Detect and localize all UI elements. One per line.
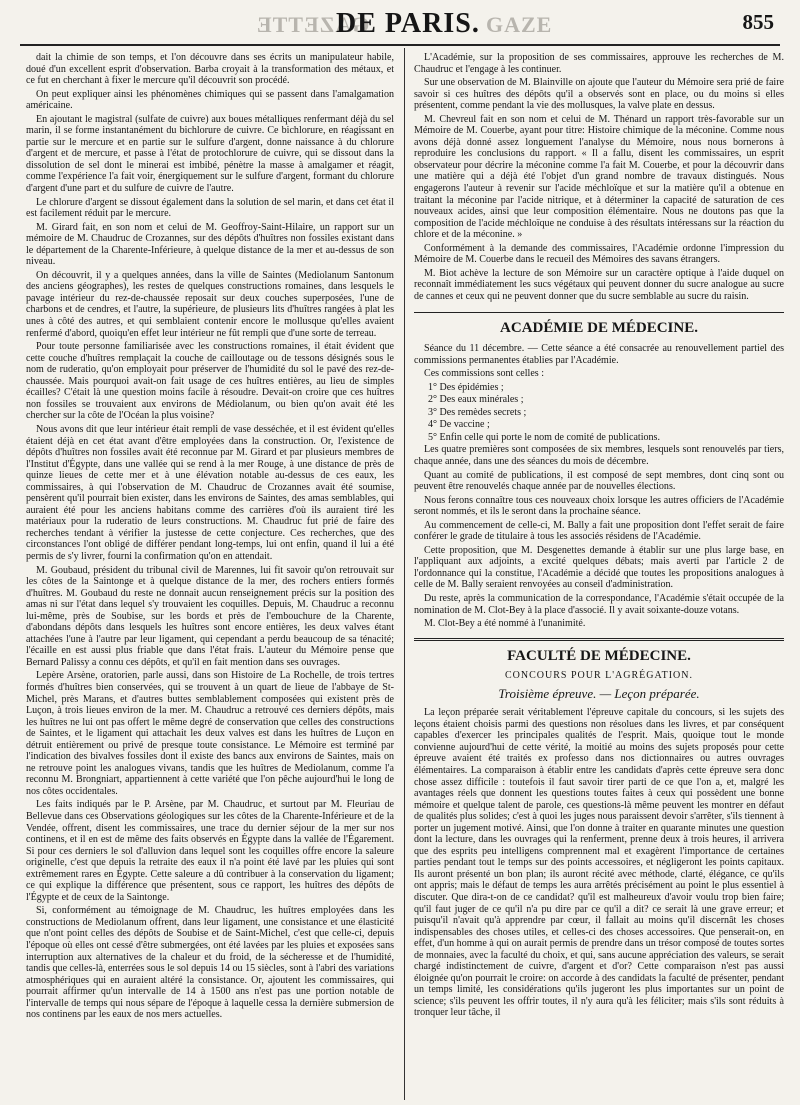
academie-paragraph: Nous ferons connaître tous ces nouveaux choix lorsque les autres officiers de l'Académie seront nommés, et ils le seront dans la prochaine séance. [414, 494, 784, 518]
page-number: 855 [742, 10, 774, 34]
academie-section-title: ACADÉMIE DE MÉDECINE. [500, 320, 698, 337]
faculte-section-title: FACULTÉ DE MÉDECINE. [507, 647, 691, 664]
column-divider [404, 48, 405, 1100]
faculte-subtitle-epreuve: Troisième épreuve. — Leçon préparée. [498, 685, 700, 701]
academie-paragraph: Quant au comité de publications, il est composé de sept membres, dont cinq sont ou peuvent être renouvelés chaque année par de nouvelles élections. [414, 469, 784, 493]
left-paragraph: M. Girard fait, en son nom et celui de M. Geoffroy-Saint-Hilaire, un rapport sur un mémoire de M. Chaudruc de Crozannes, sur des dépôts d'huîtres non fossiles existant dans le département de la Charente-Inférieure, à quelque distance de la mer et au-dessus de son niveau. [26, 221, 394, 268]
left-paragraph: Lepère Arsène, oratorien, parle aussi, dans son Histoire de La Rochelle, de trois tertres formés d'huîtres bien conservées, qui se trouvent à un quart de lieue de l'abbaye de St-Michel, près Marans, et d'autres buttes semblablement composées qui existent près de Luçon, à trois lieues environ de la mer. M. Chaudruc a retrouvé ces derniers dépôts, mais les huîtres ne lui ont pas offert le même degré de conservation que celles des constructions de Saintes, et le ligament qui attachait les deux valves est dans les huîtres de Luçon en détruit entièrement ou privé de presque toute consistance. Le Mémoire est terminé par l'indication des bivalves fossiles dont il existe des bancs aux environs de Saintes, mais on ne retrouve point les analogues vivans, tandis que les huîtres de Mediolanum, comme l'a reconnu M. Brongniart, appartiennent à cette variété que l'on pêche aujourd'hui le long de nos côtes occidentales. [26, 670, 394, 797]
masthead-ghost-left: GAZETTE [256, 12, 370, 37]
masthead-title: DE PARIS. [336, 8, 480, 39]
right-paragraph: M. Chevreul fait en son nom et celui de M. Thénard un rapport très-favorable sur un Mémoire de M. Couerbe, ayant pour titre: Histoire chimique de la méconine. Comme nous avons déjà donné assez longuement l'analyse du Mémoire, nous nous bornerons à reproduire les conclusions du rapport. « Il a fallu, disent les commissaires, un esprit observateur pour décrire la méconine comme l'a fait M. Couerbe, et pour la découvrir dans une matière qui a déjà été l'objet d'un grand nombre de travaux distingués. Nous engagerons l'auteur à revenir sur l'acide méchloïque et sur la matière qu'il a obtenue en traitant la méconine par l'acide nitrique, et à déterminer la capacité de saturation de ces nouveaux acides, ainsi que leur composition élémentaire. Nous ne doutons pas que la composition de l'acide méchloïque ne conduise à des résultats intéressans sur la réaction du chlore et de la méconine. » [414, 113, 784, 241]
academie-list-intro: Ces commissions sont celles : [424, 368, 544, 380]
header-rule [20, 44, 780, 46]
section-rule [414, 312, 784, 313]
right-paragraph: M. Biot achève la lecture de son Mémoire sur un caractère optique à l'aide duquel on reconnaît immédiatement les sucs végétaux qui peuvent donner du sucre analogue au sucre de cannes et ceux qui ne peuvent donner que du sucre semblable au sucre du raisin. [414, 267, 784, 302]
academie-commission-item: 4° De vaccine ; [428, 419, 490, 431]
faculte-subtitle: CONCOURS POUR L'AGRÉGATION. [505, 670, 693, 682]
academie-paragraph: Les quatre premières sont composées de six membres, lesquels sont renouvelés par tiers, chaque année, dans une des séances du mois de décembre. [414, 444, 784, 467]
left-paragraph: M. Goubaud, président du tribunal civil de Marennes, lui fit savoir qu'on retrouvait sur les côtes de la Saintonge et à quelque distance de la mer, des rochers entiers formés d'huîtres. M. Goubaud du reste ne donnait aucun renseignement précis sur la position des amas ni sur l'état dans lequel s'y trouvaient les coquilles. Depuis, M. Chaudruc a reconnu lui-même, près de Soubise, sur les bords et près de l'embouchure de la Charente, d'abondans dépôts dans lesquels les huîtres sont encore entières, les deux valves étant attachées l'une à l'autre par leur ligament, qui cependant a perdu beaucoup de sa ténacité; l'écaille en est aussi plus friable que dans l'état frais. L'auteur du Mémoire pense que Bernard Palissy a connu ces dépôts, et qu'il en fait mention dans ses ouvrages. [26, 564, 394, 668]
left-paragraph: Les faits indiqués par le P. Arsène, par M. Chaudruc, et surtout par M. Fleuriau de Bellevue dans ces Observations géologiques sur les côtes de la Charente-Inférieure et de la Vendée, offrent, disent les commissaires, une trace du dernier séjour de la mer sur nos continens, et il en est de même des faits observés en Égypte dans la vallée de l'Égarement. Si pour ces derniers le sol d'alluvion dans lequel sont les coquilles offre encore la saleure originelle, c'est que depuis la retraite des eaux il n'a point été lavé par les pluies qui sont extrêmement rares en Égypte. Cette saleure a dû contribuer à la conservation du ligament; ce qui explique la différence que présentent, sous ce rapport, les huîtres des dépôts de l'Égypte et de ceux de la Saintonge. [26, 799, 394, 903]
left-column [26, 52, 394, 1098]
left-paragraph: Si, conformément au témoignage de M. Chaudruc, les huîtres employées dans les constructions de Mediolanum offrent, dans leur ligament, une consistance et une élasticité que n'ont point celles des dépôts de Soubise et de Saint-Michel, c'est que celle-ci, depuis l'époque où elles ont cessé d'être submergées, ont été lavées par les pluies et exposées sans interruption aux alternatives de la chaleur et du froid, de la sécheresse et de l'humidité, tandis que celles-là, enterrées sous le sol depuis 14 ou 15 siècles, sont à l'abri des variations atmosphériques qui en auraient altéré la consistance. Or, ajoutent les commissaires, qui pourrait affirmer qu'un intervalle de 14 à 1500 ans n'est pas une portion notable de l'intervalle de temps qui nous sépare de l'époque à laquelle cessa la dernière submersion de nos continens par les eaux de nos mers actuelles. [26, 905, 394, 1021]
academie-commission-item: 2° Des eaux minérales ; [428, 394, 524, 406]
faculte-paragraph: La leçon préparée serait véritablement l'épreuve capitale du concours, si les sujets des leçons étaient choisis parmi des questions non résolues dans les livres, et par conséquent capables d'exercer les principales qualités de l'esprit. Mais, quoique tout le monde convienne aujourd'hui de cette vérité, la moitié au moins des sujets proposés pour cette épreuve avaient été traités ex professo dans nos dictionnaires ou autres ouvrages élémentaires. La comparaison à établir entre les candidats d'après cette épreuve sera donc chose assez difficile : toutefois il faut savoir tirer parti de ce que l'on a, et, malgré les avantages réels que donnent les questions toutes faites à ceux qui possèdent une bonne mémoire et quelque talent de parole, ces questions-là même peuvent les montrer en défaut de qualités plus solides; c'est à quoi les juges nous paraissent devoir s'arrêter, s'ils tiennent à porter un jugement motivé. Ainsi, que l'on donne à traiter en quarante minutes une question dont la lecture, dans les ouvrages qui la renferment, prenne deux à trois heures, il arrivera que des esprits peu intelligens comprennent mal et exagèrent l'importance de certaines parties pendant tout le temps sur des points accessoires, et négligeront les points capitaux. Ils auront présenté un bon plan; ils auront récité avec méthode, clarté, élégance, ce qu'ils ont appris; mais le défaut de temps les aura arrêtés précisément au point le plus essentiel à discuter. Que dira-t-on de ce candidat? qu'il est malheureux d'avoir voulu trop bien faire; qu'il faut juger de ce qu'il n'a pu dire par ce qu'il a dit? ce serait là une grave erreur; et puisqu'il n'avait qu'à apprendre par cœur, il fallait au moins qu'il discernât les choses indispensables des choses utiles, et celles-ci des choses accessoires. Que penserait-on, en effet, d'un homme à qui on aurait permis de prendre dans un trésor composé de toutes sortes de monnaies, avec la faculté du choix, et qui, sans aucune appréciation des valeurs, se serait chargé indistinctement de cuivre, d'argent et d'or? Cette comparaison n'est pas aussi éloignée qu'on pourrait le croire: on accorde à des candidats la faculté de présenter, pendant un temps limité, les considérations qu'ils jugeront les plus importantes sur un point de science; s'ils peuvent les offrir toutes, il n'y aura qu'à les féliciter; mais s'ils sont réduits à tronquer leur tâche, il [414, 707, 784, 1019]
academie-paragraph: M. Clot-Bey a été nommé à l'unanimité. [424, 618, 586, 630]
masthead-ghost-right: GAZE [486, 12, 553, 37]
right-paragraph: Sur une observation de M. Blainville on ajoute que l'auteur du Mémoire sera prié de faire savoir si ces huîtres des dépôts qu'il a observés sont en place, ou du moins si elles présentent, comme pendant la vie des mollusques, la valve plate en dessus. [414, 77, 784, 112]
left-paragraph: Pour toute personne familiarisée avec les constructions romaines, il était évident que cette couche d'huîtres remplaçait la couche de cailloutage ou de tessons désignés sous le nom de ruderatio, qu'on employait pour préserver de l'humidité du sol le pavé des rez-de-chaussée. Mais pourquoi avait-on fait usage de ces huîtres entières, au lieu de simples écailles? C'était là une question moins facile à résoudre. Devait-on croire que ces huîtres non fossiles se trouvaient aux environs de Médiolanum, ou bien qu'on avait été les chercher sur la côte de l'Océan la plus voisine? [26, 341, 394, 422]
academie-commission-item: 1° Des épidémies ; [428, 381, 504, 393]
left-paragraph: On peut expliquer ainsi les phénomènes chimiques qui se passent dans l'amalgamation américaine. [26, 88, 394, 112]
academie-paragraph: Cette proposition, que M. Desgenettes demande à établir sur une plus large base, en l'appliquant aux adjoints, a excité quelques débats; mais averti par l'article 2 de l'ordonnance qui la constitue, l'Académie a décidé que toutes les propositions analogues à celle de M. Bally seraient renvoyées au conseil d'administration. [414, 544, 784, 591]
academie-lead: Séance du 11 décembre. — Cette séance a été consacrée au renouvellement partiel des commissions permanentes établies par l'Académie. [414, 343, 784, 366]
academie-commission-item: 3° Des remèdes secrets ; [428, 406, 527, 418]
right-paragraph: Conformément à la demande des commissaires, l'Académie ordonne l'impression du Mémoire de M. Couerbe dans le recueil des Mémoires des savans étrangers. [414, 242, 784, 266]
section-rule-double [414, 638, 784, 641]
left-paragraph: En ajoutant le magistral (sulfate de cuivre) aux boues métalliques renfermant déjà du sel marin, il se forme instantanément du bichlorure de cuivre. Ce bichlorure, en réagissant en partie sur le mercure et en partie sur le sulfure d'argent, donne naissance à du chlorure d'argent et de mercure, et passe à l'état de protochlorure de cuivre, qui se dissout dans la dissolution de sel dont le minerai est imbibé, pénètre la masse à amalgamer et réagit, comme l'expérience l'a fait voir, énergiquement sur le sulfure d'argent, formant du chlorure d'argent d'une part et du sulfure de cuivre de l'autre. [26, 113, 394, 195]
right-column [414, 52, 784, 1098]
left-paragraph: On découvrit, il y a quelques années, dans la ville de Saintes (Mediolanum Santonum des anciens géographes), les restes de quelques constructions romaines, dans lesquels le pavage intérieur du rez-de-chaussée reposait sur deux couches superposées, l'une de charbons et de cendres, et l'autre, la supérieure, de plusieurs lits d'huîtres rangées à plat les unes à côté des autres, et qui semblaient contenir encore le mollusque qu'elles avaient renfermé d'abord, quoiqu'en effet leur intérieur ne fût rempli que d'une sorte de terreau. [26, 269, 394, 339]
academie-paragraph: Du reste, après la communication de la correspondance, l'Académie s'était occupée de la nomination de M. Clot-Bey à la place d'associé. Il y avait soixante-douze votans. [414, 592, 784, 616]
left-paragraph: Le chlorure d'argent se dissout également dans la solution de sel marin, et dans cet état il est facilement réduit par le mercure. [26, 196, 394, 220]
right-paragraph: L'Académie, sur la proposition de ses commissaires, approuve les recherches de M. Chaudruc et l'engage à les continuer. [414, 52, 784, 75]
left-paragraph: dait la chimie de son temps, et l'on découvre dans ses écrits un manipulateur habile, doué d'un excellent esprit d'observation. Barba croyait à la transformation des métaux, et ce fut en cherchant à fixer le mercure qu'il découvrit son procédé. [26, 52, 394, 87]
academie-paragraph: Au commencement de celle-ci, M. Bally a fait une proposition dont l'effet serait de faire conférer le grade de titulaire à tous les associés résidens de l'Académie. [414, 519, 784, 543]
academie-commission-item: 5° Enfin celle qui porte le nom de comité de publications. [428, 431, 660, 443]
masthead [24, 6, 778, 42]
left-paragraph: Nous avons dit que leur intérieur était rempli de vase desséchée, et il est évident qu'elles étaient déjà en cet état avant d'être employées dans la construction. Or, l'existence de dépôts d'huîtres non fossiles avait été reconnue par M. Girard et par plusieurs membres de l'Institut d'Égypte, dans une vallée qui se rend à la mer Rouge, à une distance de près de quinze lieues de cette mer et à une élévation notable au-dessus de ces eaux, les commissaires, à qui l'observation de M. Chaudruc de Crozannes avait été soumise, pensèrent qu'il pourrait bien exister, dans les environs de Saintes, des amas semblables, qui auraient été pour les anciens habitans comme des carrières d'où ils auraient tiré les matériaux pour la ruderatio de leurs constructions. M. Chaudruc fut prié de faire des recherches tendant à vérifier la justesse de cette conjecture. Ces recherches, que des circonstances l'ont obligé de différer pendant long-temps, lui ont enfin, quand il lui a été permis de s'y livrer, fourni la confirmation qu'on en attendait. [26, 423, 394, 562]
